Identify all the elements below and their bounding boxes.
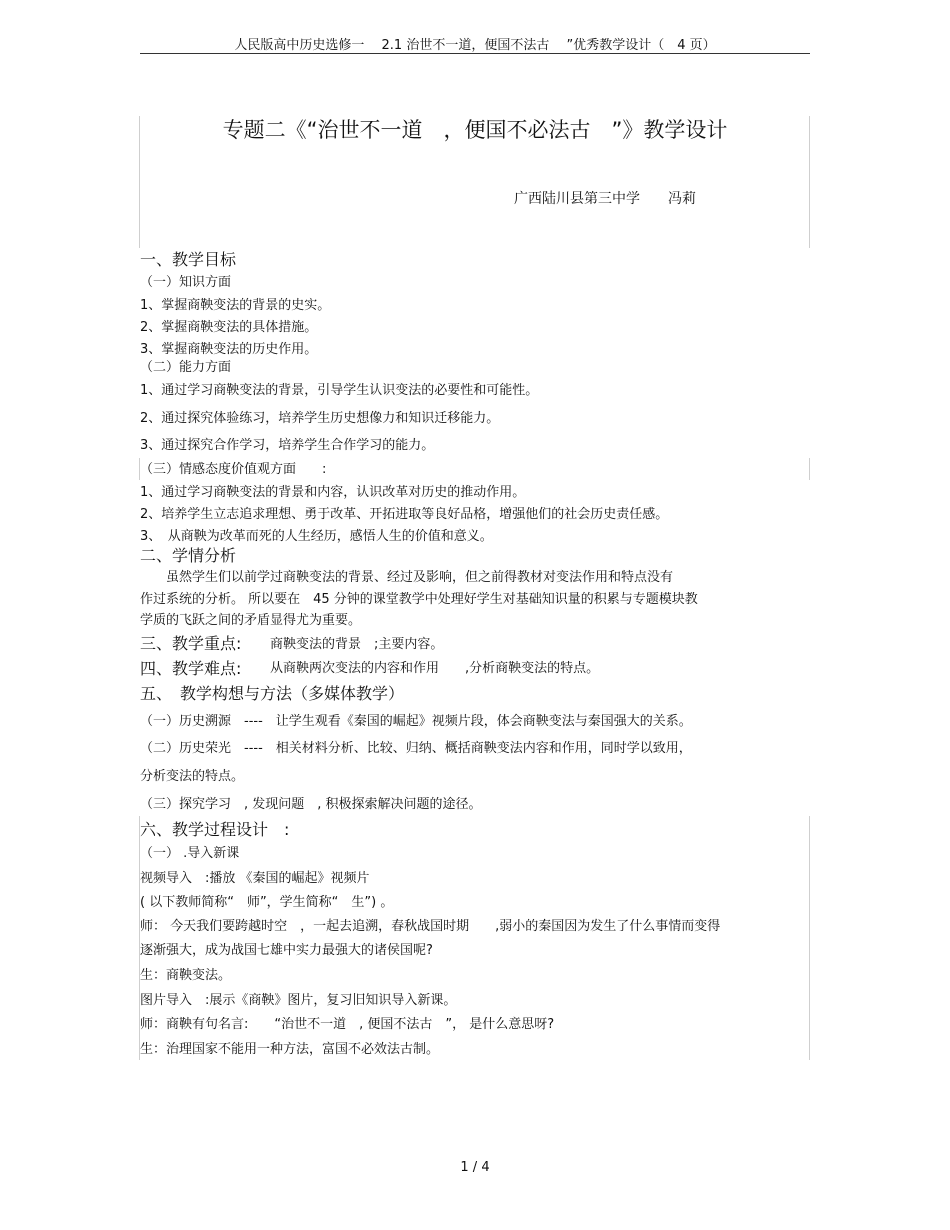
section-heading: 五、 教学构想与方法（多媒体教学）: [140, 684, 405, 703]
subsection-heading: （三）情感态度价值观方面 :: [140, 462, 327, 477]
section-heading: 二、学情分析: [140, 546, 237, 565]
paragraph-line: 虽然学生们以前学过商鞅变法的背景、经过及影响，但之前得教材对变法作用和特点没有: [140, 570, 674, 585]
list-item: 1、通过学习商鞅变法的背景和内容，认识改革对历史的推动作用。: [140, 485, 526, 500]
subsection-heading: （一）知识方面: [140, 275, 232, 290]
page-header: 人民版高中历史选修一 2.1 治世不一道，便国不法古 ”优秀教学设计（ 4 页）: [234, 38, 716, 53]
list-item: 2、通过探究体验练习，培养学生历史想像力和知识迁移能力。: [140, 411, 500, 426]
process-line: （一） .导入新课: [140, 846, 240, 861]
border-right-3: [809, 816, 810, 1060]
process-line: 师： 今天我们要跨越时空 ，一起去追溯，春秋战国时期 ,弱小的秦国因为发生了什么事情而变得: [140, 919, 721, 934]
border-right-2: [809, 458, 810, 480]
paragraph-line: 学质的飞跃之间的矛盾显得尤为重要。: [140, 613, 362, 628]
subsection-heading: （二）能力方面: [140, 360, 232, 375]
list-item: 1、掌握商鞅变法的背景的史实。: [140, 298, 331, 313]
section-heading: 六、教学过程设计 :: [140, 820, 290, 839]
page-number: 1 / 4: [460, 1160, 490, 1175]
list-item: 3、掌握商鞅变法的历史作用。: [140, 342, 318, 357]
process-line: 图片导入 :展示《商鞅》图片，复习旧知识导入新课。: [140, 993, 457, 1008]
list-item: （一）历史溯源 ---- 让学生观看《秦国的崛起》视频片段，体会商鞅变法与秦国强大的关系。: [140, 714, 692, 729]
list-item: 2、掌握商鞅变法的具体措施。: [140, 320, 318, 335]
list-item: （三）探究学习 , 发现问题 , 积极探索解决问题的途径。: [140, 797, 482, 812]
section-text: 从商鞅两次变法的内容和作用 ,分析商鞅变法的特点。: [270, 661, 600, 676]
paragraph-line: 作过系统的分析。 所以要在 45 分钟的课堂教学中处理好学生对基础知识量的积累与专题模块教: [140, 592, 698, 607]
section-heading: 一、教学目标: [140, 250, 237, 269]
header-rule: [140, 53, 810, 54]
process-line: 师：商鞅有句名言: “治世不一道 , 便国不法古 ”， 是什么意思呀?: [140, 1017, 555, 1032]
list-item: 3、 从商鞅为改革而死的人生经历，感悟人生的价值和意义。: [140, 529, 493, 544]
list-item: 1、通过学习商鞅变法的背景，引导学生认识变法的必要性和可能性。: [140, 383, 539, 398]
list-item: 2、培养学生立志追求理想、勇于改革、开拓进取等良好品格，增强他们的社会历史责任感。: [140, 507, 669, 522]
author-line: 广西陆川县第三中学 冯莉: [514, 191, 696, 207]
list-item: （二）历史荣光 ---- 相关材料分析、比较、归纳、概括商鞅变法内容和作用，同时学以致用，: [140, 741, 692, 756]
list-item: 分析变法的特点。: [140, 769, 245, 784]
section-text: 商鞅变法的背景 ;主要内容。: [270, 637, 444, 652]
document-title: 专题二《“治世不一道 ，便国不必法古 ”》教学设计: [222, 118, 728, 142]
list-item: 3、通过探究合作学习，培养学生合作学习的能力。: [140, 438, 435, 453]
process-line: 生：治理国家不能用一种方法，富国不必效法古制。: [140, 1042, 440, 1057]
process-line: 生：商鞅变法。: [140, 968, 232, 983]
section-heading: 四、教学难点:: [140, 659, 242, 678]
process-line: 视频导入 :播放 《秦国的崛起》视频片: [140, 871, 370, 886]
section-heading: 三、教学重点:: [140, 634, 242, 653]
process-line: ( 以下教师简称“ 师”，学生简称“ 生”) 。: [140, 895, 394, 910]
process-line: 逐渐强大，成为战国七雄中实力最强大的诸侯国呢?: [140, 943, 433, 958]
